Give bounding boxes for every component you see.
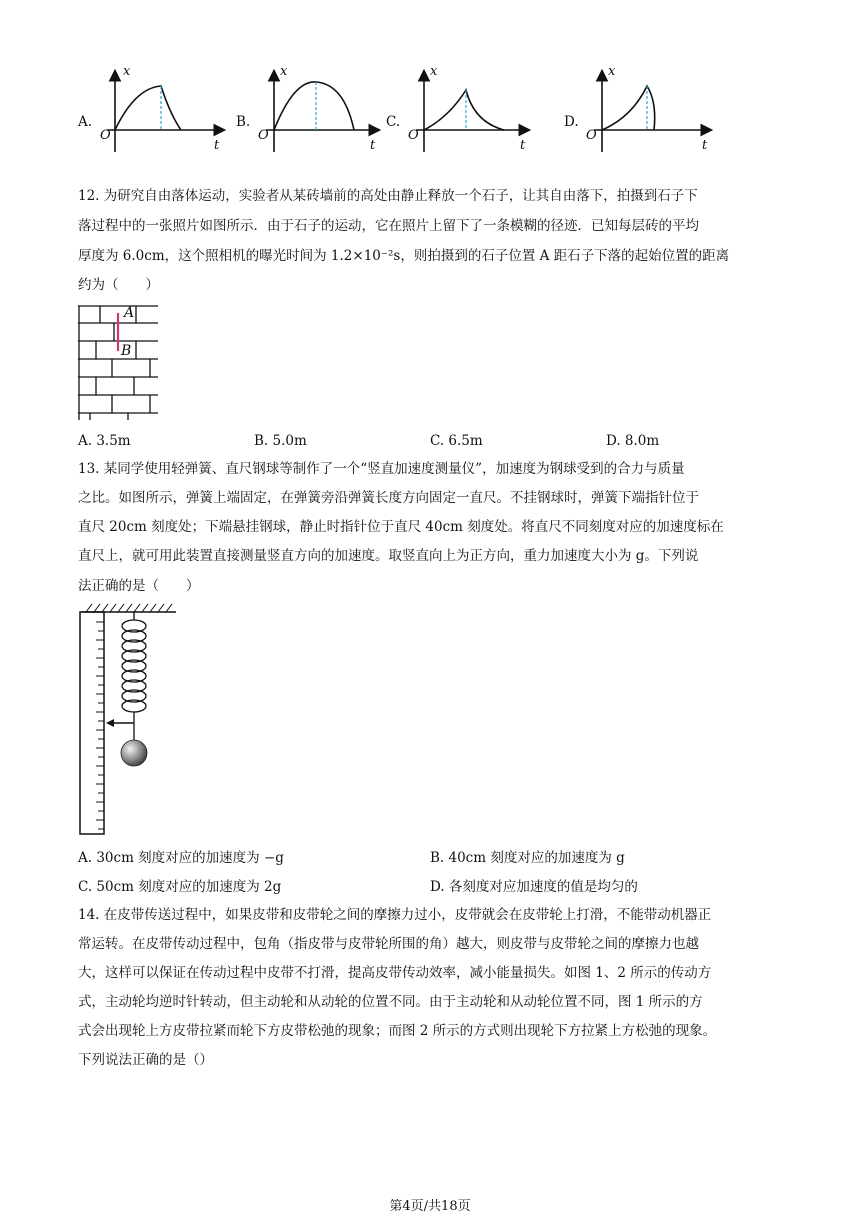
q11-curve-c xyxy=(424,90,504,130)
q11-b-origin: O xyxy=(258,128,269,143)
q12-option-b: B. 5.0m xyxy=(254,433,307,449)
q11-b-axis-x: x xyxy=(280,64,288,79)
q13-spring-apparatus-figure xyxy=(76,602,186,838)
q13-steel-ball xyxy=(121,740,147,766)
q11-c-axis-t: t xyxy=(520,138,526,153)
q13-option-a: A. 30cm 刻度对应的加速度为 −g xyxy=(78,850,284,866)
q11-a-origin: O xyxy=(100,128,111,143)
q11-c-origin: O xyxy=(408,128,419,143)
q11-graph-d xyxy=(582,62,717,157)
q11-graph-a xyxy=(95,62,230,157)
q11-d-axis-t: t xyxy=(702,138,708,153)
q13-option-d: D. 各刻度对应加速度的值是均匀的 xyxy=(430,879,638,895)
q13-spring xyxy=(122,612,146,740)
q12-option-a: A. 3.5m xyxy=(78,433,131,449)
q11-a-axis-t: t xyxy=(214,138,220,153)
q11-option-a-label: A. xyxy=(78,114,93,130)
q13-line-2: 之比。如图所示，弹簧上端固定，在弹簧旁沿弹簧长度方向固定一直尺。不挂钢球时，弹簧下端指针位于 xyxy=(78,490,699,506)
q14-line-2: 常运转。在皮带传动过程中，包角（指皮带与皮带轮所围的角）越大，则皮带与皮带轮之间的摩擦力也越 xyxy=(78,936,699,952)
q14-line-1: 14. 在皮带传送过程中，如果皮带和皮带轮之间的摩擦力过小，皮带就会在皮带轮上打滑，不能带动机器正 xyxy=(78,907,712,923)
q11-a-axis-x: x xyxy=(123,64,131,79)
q13-line-3: 直尺 20cm 刻度处；下端悬挂钢球，静止时指针位于直尺 40cm 刻度处。将直尺不同刻度对应的加速度标在 xyxy=(78,519,724,535)
q11-d-axis-x: x xyxy=(608,64,616,79)
q14-line-5: 式会出现轮上方皮带拉紧而轮下方皮带松弛的现象；而图 2 所示的方式则出现轮下方拉紧上方松弛的现象。 xyxy=(78,1023,717,1039)
q14-line-6: 下列说法正确的是（） xyxy=(78,1052,213,1068)
q11-curve-b xyxy=(274,82,354,130)
q14-line-4: 式，主动轮均逆时针转动，但主动轮和从动轮的位置不同。由于主动轮和从动轮位置不同，图 1 所示的方 xyxy=(78,994,703,1010)
q13-line-1: 13. 某同学使用轻弹簧、直尺钢球等制作了一个“竖直加速度测量仪”，加速度为钢球受到的合力与质量 xyxy=(78,461,685,477)
q13-line-5: 法正确的是（ ） xyxy=(78,578,200,594)
q12-label-b: B xyxy=(121,343,132,359)
q12-line-2: 落过程中的一张照片如图所示．由于石子的运动，它在照片上留下了一条模糊的径迹．已知每层砖的平均 xyxy=(78,218,699,234)
q13-ruler xyxy=(80,612,104,834)
q11-curve-a xyxy=(115,86,181,130)
q11-graph-b xyxy=(254,62,384,157)
q11-option-d-label: D. xyxy=(564,114,579,130)
q11-c-axis-x: x xyxy=(430,64,438,79)
q11-option-b-label: B. xyxy=(236,114,251,130)
q11-graph-c xyxy=(404,62,534,157)
q12-option-c: C. 6.5m xyxy=(430,433,483,449)
q14-line-3: 大，这样可以保证在传动过程中皮带不打滑，提高皮带传动效率，减小能量损失。如图 1、2 所示的传动方 xyxy=(78,965,712,981)
q11-b-axis-t: t xyxy=(370,138,376,153)
q12-line-1: 12. 为研究自由落体运动，实验者从某砖墙前的高处由静止释放一个石子，让其自由落下，拍摄到石子下 xyxy=(78,188,698,204)
q11-d-origin: O xyxy=(586,128,597,143)
q13-option-c: C. 50cm 刻度对应的加速度为 2g xyxy=(78,879,282,895)
q13-option-b: B. 40cm 刻度对应的加速度为 g xyxy=(430,850,625,866)
q12-line-3: 厚度为 6.0cm，这个照相机的曝光时间为 1.2×10⁻²s，则拍摄到的石子位置 A 距石子下落的起始位置的距离 xyxy=(78,248,730,264)
q11-option-c-label: C. xyxy=(386,114,401,130)
q12-label-a: A xyxy=(124,305,135,321)
q13-line-4: 直尺上，就可用此装置直接测量竖直方向的加速度。取竖直向上为正方向，重力加速度大小为 g。下列说 xyxy=(78,548,699,564)
q12-line-4: 约为（ ） xyxy=(78,277,159,293)
q12-brick-wall-figure xyxy=(78,302,160,424)
page-footer: 第4页/共18页 xyxy=(389,1199,471,1214)
q12-option-d: D. 8.0m xyxy=(606,433,660,449)
